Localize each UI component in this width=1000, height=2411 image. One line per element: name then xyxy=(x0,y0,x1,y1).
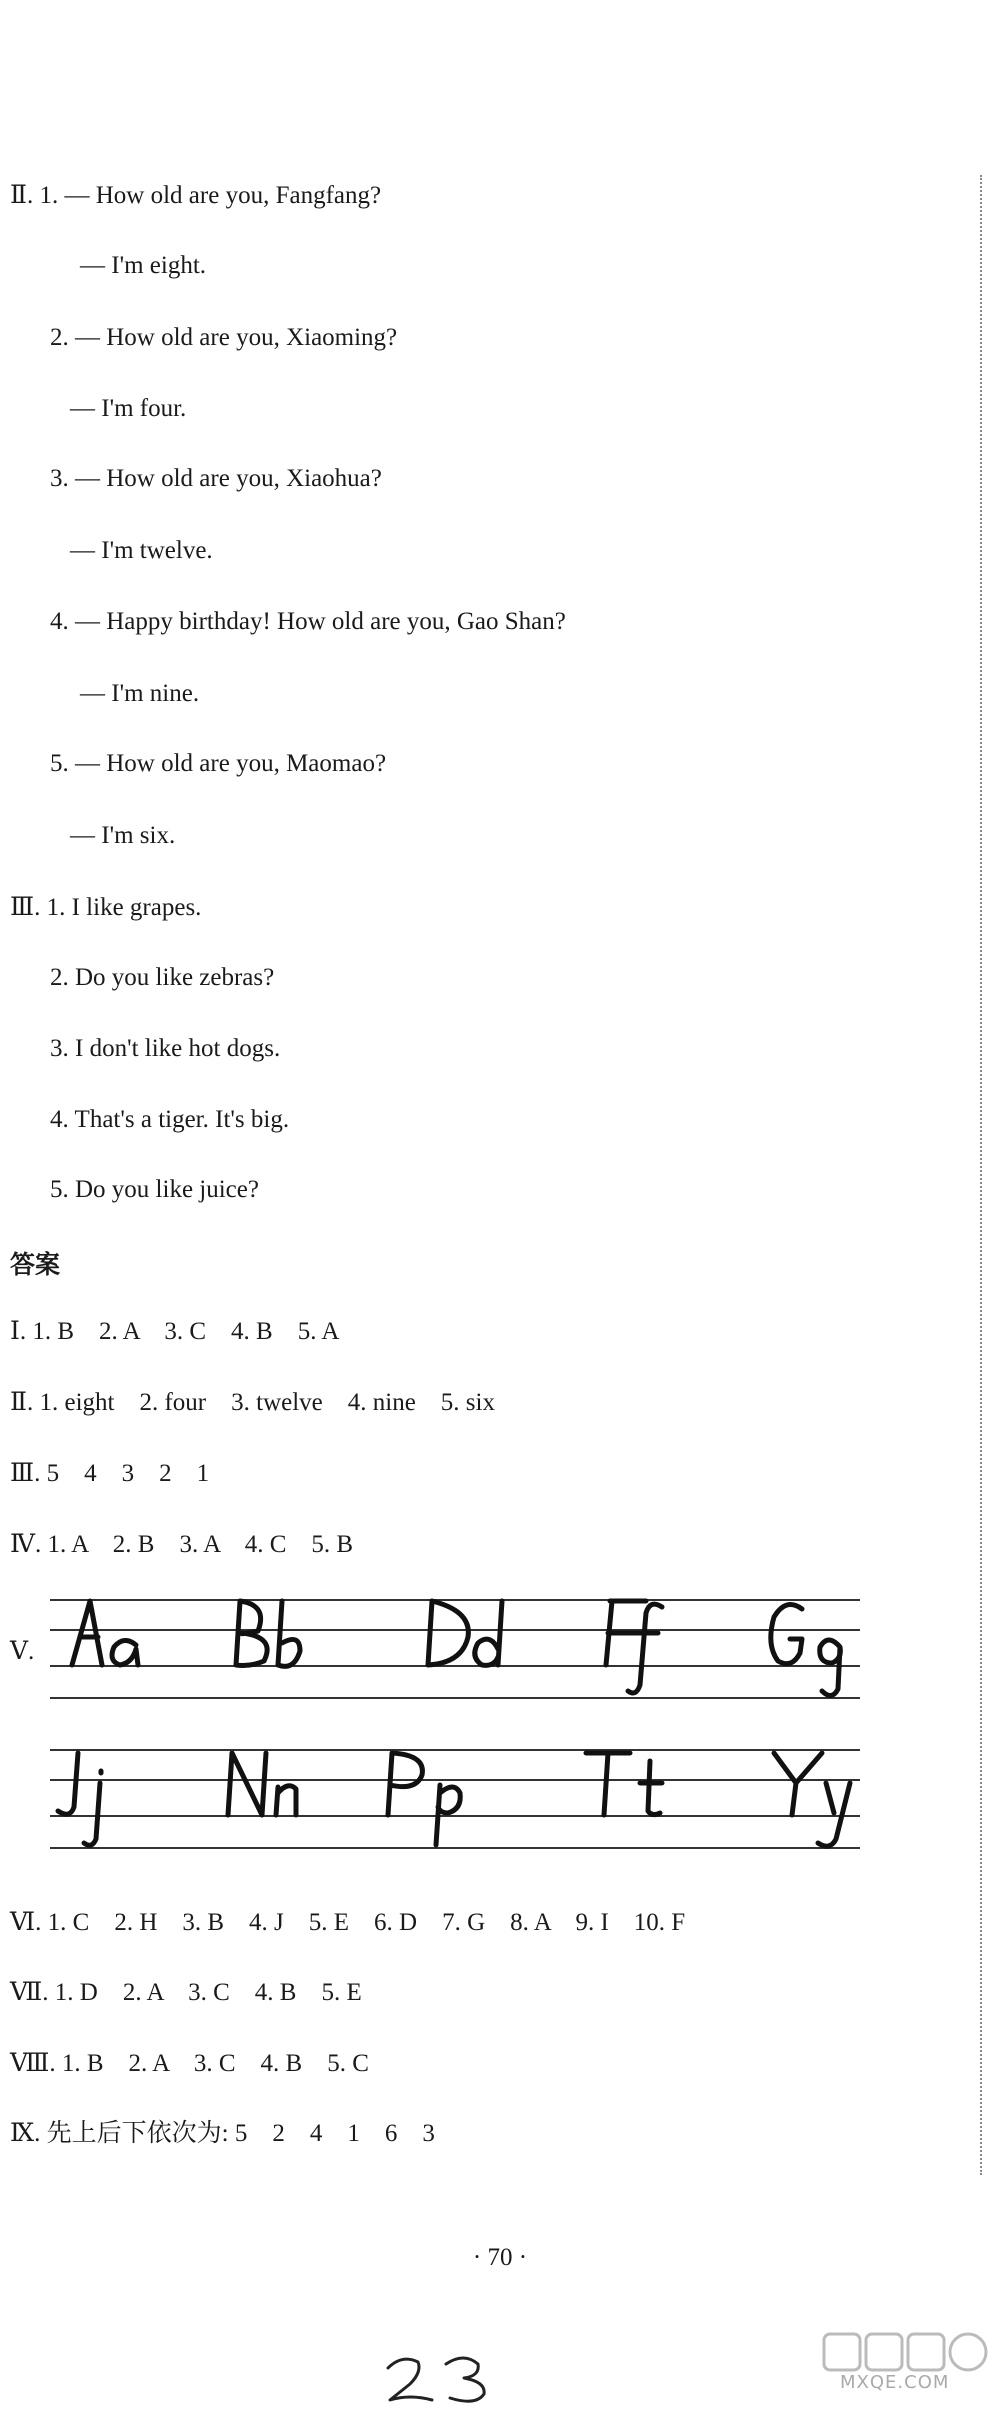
transcript-ii-2-answer: — I'm four. xyxy=(70,395,187,422)
transcript-ii-2-question: 2. — How old are you, Xiaoming? xyxy=(50,324,398,351)
page-number: · 70 · xyxy=(472,2244,528,2271)
answers-section-vii: Ⅶ. 1. D 2. A 3. C 4. B 5. E xyxy=(10,1979,362,2006)
answers-heading: 答案 xyxy=(10,1250,61,1279)
answers-section-ii: Ⅱ. 1. eight 2. four 3. twelve 4. nine 5. six xyxy=(10,1389,495,1416)
handwriting-grid-row-2 xyxy=(50,1747,860,1849)
watermark-logo-icon xyxy=(820,2330,995,2374)
answers-section-i: Ⅰ. 1. B 2. A 3. C 4. B 5. A xyxy=(10,1318,340,1345)
answers-section-ix: Ⅸ. 先上后下依次为: 5 2 4 1 6 3 xyxy=(10,2120,435,2147)
transcript-ii-1-answer: — I'm eight. xyxy=(80,252,207,279)
transcript-iii-3: 3. I don't like hot dogs. xyxy=(50,1035,281,1062)
answers-section-iii: Ⅲ. 5 4 3 2 1 xyxy=(10,1460,210,1487)
answers-section-vi: Ⅵ. 1. C 2. H 3. B 4. J 5. E 6. D 7. G 8. A 9. I 10. F xyxy=(10,1909,686,1936)
handwritten-letters-row-1 xyxy=(50,1597,860,1699)
transcript-ii-5-answer: — I'm six. xyxy=(70,822,176,849)
transcript-ii-3-answer: — I'm twelve. xyxy=(70,537,213,564)
transcript-iii-5: 5. Do you like juice? xyxy=(50,1176,259,1203)
answers-section-viii: Ⅷ. 1. B 2. A 3. C 4. B 5. C xyxy=(10,2050,369,2077)
margin-dotted-rule xyxy=(980,175,982,2175)
transcript-ii-5-question: 5. — How old are you, Maomao? xyxy=(50,750,387,777)
transcript-ii-3-question: 3. — How old are you, Xiaohua? xyxy=(50,465,382,492)
handwritten-page-number xyxy=(380,2350,510,2411)
watermark xyxy=(820,2330,995,2400)
transcript-iii-1: Ⅲ. 1. I like grapes. xyxy=(10,894,202,921)
transcript-ii-1-question: Ⅱ. 1. — How old are you, Fangfang? xyxy=(10,182,382,209)
transcript-ii-4-answer: — I'm nine. xyxy=(80,680,200,707)
handwriting-grid-row-1 xyxy=(50,1597,860,1699)
answers-section-v-label: Ⅴ. xyxy=(10,1638,35,1665)
handwritten-letters-row-2 xyxy=(50,1747,860,1849)
transcript-iii-2: 2. Do you like zebras? xyxy=(50,964,275,991)
watermark-text: MXQE.COM xyxy=(840,2372,950,2393)
answers-section-iv: Ⅳ. 1. A 2. B 3. A 4. C 5. B xyxy=(10,1531,354,1558)
transcript-ii-4-question: 4. — Happy birthday! How old are you, Gao Shan? xyxy=(50,608,566,635)
transcript-iii-4: 4. That's a tiger. It's big. xyxy=(50,1106,290,1133)
